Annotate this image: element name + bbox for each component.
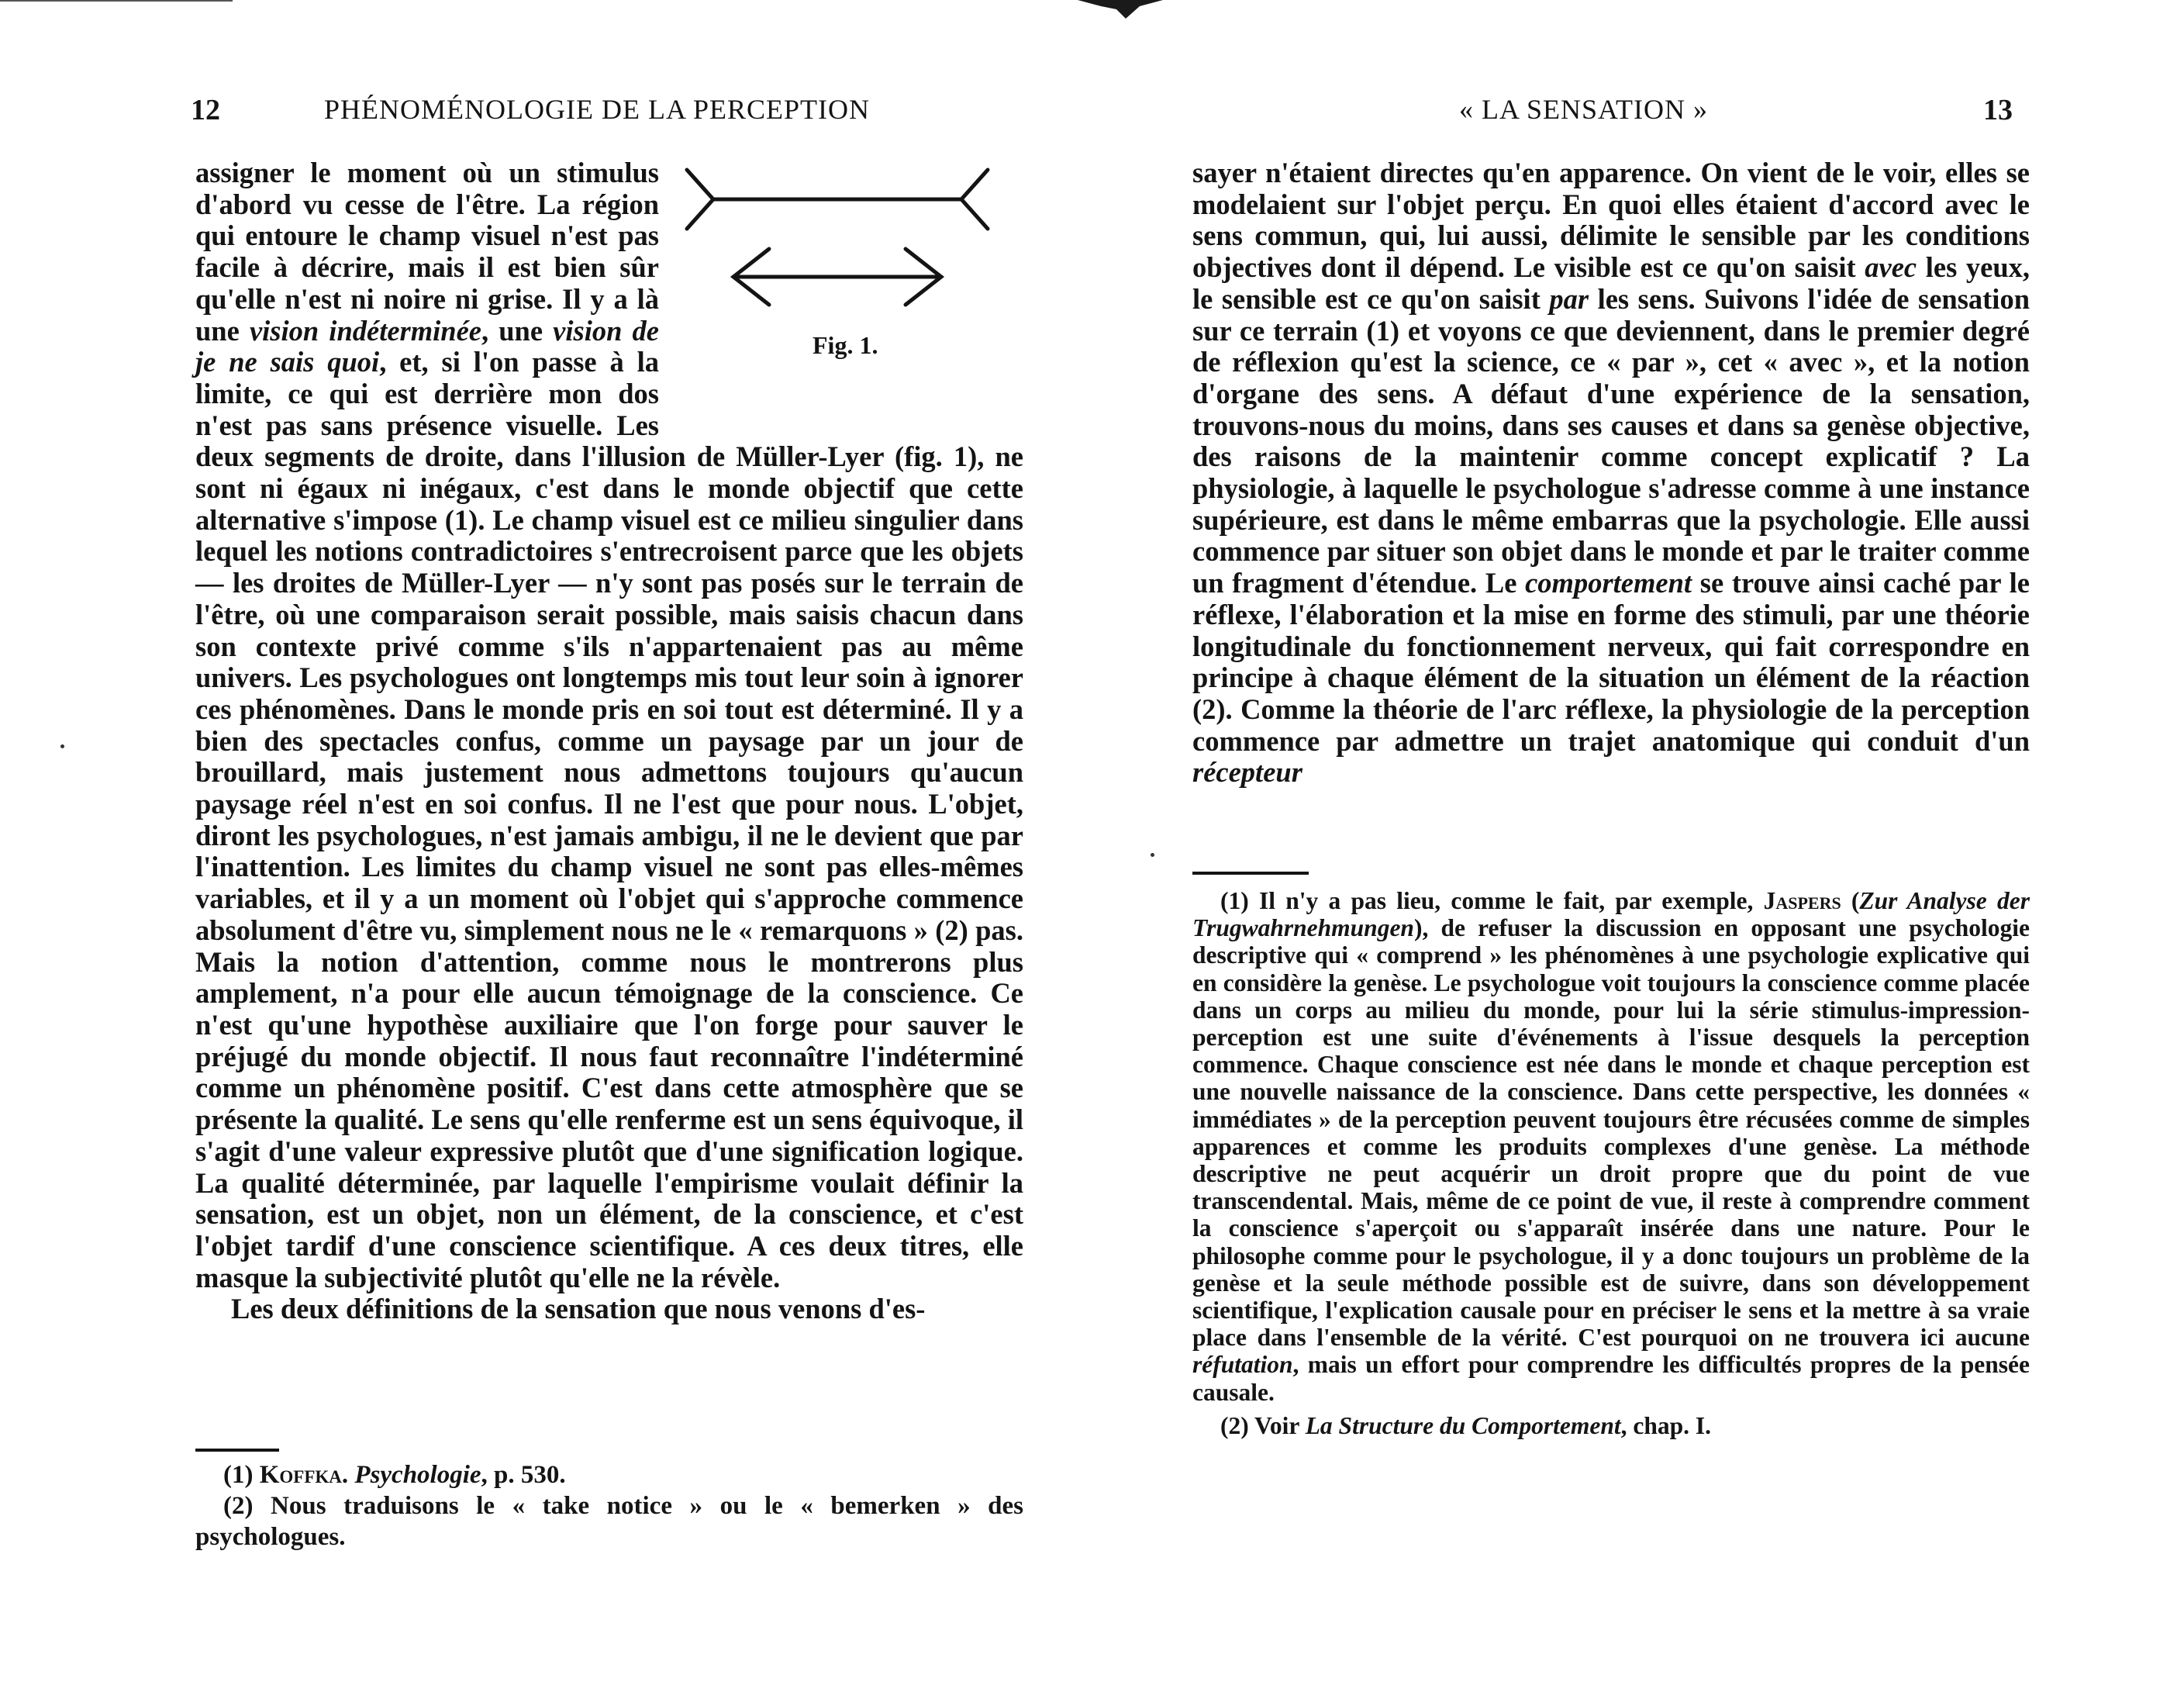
text-run-italic: par (1549, 282, 1589, 315)
footnote-rule (1192, 872, 1309, 875)
text-run: , chap. I. (1620, 1411, 1712, 1439)
footnote-number: (1) (223, 1461, 260, 1489)
text-run: sayer n'étaient directes qu'en apparence. On vient de le voir, elles se modelaient sur l'objet perçu. En quoi elles étaient d'accord avec le sens commun, qui, lui aussi, délimite le sensible par les conditions objectives dont il dépend. Le visible est ce qu'on saisit (1192, 157, 2030, 284)
text-run: (1) Il n'y a pas lieu, comme le fait, par exemple, (1220, 887, 1764, 914)
text-run-italic: récepteur (1192, 756, 1302, 789)
running-head: PHÉNOMÉNOLOGIE DE LA PERCEPTION (324, 94, 870, 125)
text-run: assigner le moment où un stimulus d'abord vu cesse de l'être. La région qui entoure le champ visuel n'est pas facile à décrire, mais il est bien sûr qu'elle n'est ni noire ni grise. Il y a là une (195, 157, 659, 347)
paragraph: Les deux définitions de la sensation que nous venons d'es- (231, 1293, 926, 1325)
page-number: 13 (1983, 94, 2013, 126)
footnotes (195, 1459, 1023, 1552)
text-run: se trouve ainsi caché par le réflexe, l'élaboration et la mise en forme des stimuli, par une théorie longitudinale du fonctionnement nerveux, qui fait correspondre en principe à chaque élément de la situation un élément de la réaction (2). Comme la théorie de l'arc réflexe, la physiologie de la perception commence par admettre un trajet anatomique qui conduit d'un (1192, 567, 2030, 757)
text-run-italic: comportement (1525, 567, 1692, 599)
paragraph (195, 157, 1023, 1293)
running-head: « LA SENSATION » (1459, 94, 1709, 125)
page-number: 12 (191, 94, 220, 126)
footnote (1192, 1412, 2030, 1439)
text-run-italic: vision de je ne sais quoi (195, 314, 659, 378)
text-run: (2) Voir (1220, 1411, 1306, 1439)
right-page (1092, 0, 2184, 1706)
body-text (1192, 157, 2030, 789)
text-run: , une (481, 314, 554, 347)
author-name: Koffka (259, 1461, 342, 1489)
footnote-rule (195, 1449, 279, 1452)
text-run: les sens. Suivons l'idée de sensation sur ce terrain (1) et voyons ce que deviennent, dans le premier degré de réflexion qu'est la science, ce « par », cet « avec », et la notion d'organe des sens. A défaut d'une expérience de la sensation, trouvons-nous du moins, dans ses causes et dans sa genèse objective, des raisons de la maintenir comme concept explicatif ? La physiologie, à laquelle le psychologue s'adresse comme à une instance supérieure, est dans le même embarras que la psychologie. Elle aussi commence par situer son objet dans le monde et par le traiter comme un fragment d'étendue. Le (1192, 282, 2030, 599)
text-run: les yeux, le sensible est ce qu'on saisit (1192, 251, 2030, 315)
book-title: La Structure du Comportement (1305, 1411, 1621, 1439)
footnotes (1192, 887, 2030, 1439)
author-name: Jaspers (1763, 887, 1841, 914)
body-text (195, 157, 1023, 1325)
footnote (1192, 887, 2030, 1406)
text-run-italic: réfutation (1192, 1351, 1293, 1379)
text-run: ( (1841, 887, 1860, 914)
text-run: ), de refuser la discussion en opposant une psychologie descriptive qui « comprend » les phénomènes à une psychologie explicative qui en considère la genèse. Le psychologue voit toujours la conscience comme placée dans un corps au milieu du monde, pour lui la série stimulus-impression-perception est une suite d'événements à l'issue desquels la perception commence. Chaque conscience est née dans le monde et chaque perception est une nouvelle naissance de la conscience. Dans cette perspective, les données « immédiates » de la perception peuvent toujours être récusées comme de simples apparences et comme les produits complexes d'une genèse. La méthode descriptive ne peut acquérir un droit propre que du point de vue transcendental. Mais, même de ce point de vue, il reste à comprendre comment la conscience s'aperçoit ou s'apparaît insérée dans une nature. Pour le philosophe comme pour le psychologue, il y a donc toujours un problème de la genèse et la seule méthode possible est de suivre, dans son développement scientifique, l'explication causale pour en préciser le sens et la mettre à sa vraie place dans l'ensemble de la vérité. C'est pourquoi on ne trouvera ici aucune (1192, 914, 2030, 1352)
text-run-italic: avec (1865, 251, 1917, 284)
mueller-lyer-illusion (682, 162, 1023, 325)
text-run: , p. 530. (481, 1461, 566, 1489)
text-run-italic: vision indéterminée (249, 314, 481, 347)
figure-caption: Fig. 1. (813, 331, 878, 359)
footnote: (2) Nous traduisons le « take notice » ou le « bemerken » des psychologues. (195, 1492, 1023, 1551)
figure-mueller-lyer (682, 162, 1023, 410)
paragraph (1192, 157, 2030, 789)
text-run: , et, si l'on passe à la limite, ce qui est derrière mon dos n'est pas sans présence visuelle. Les deux segments de droite, dans l'illusion de Müller-Lyer (fig. 1), ne sont ni égaux ni inégaux, c'est dans le monde objectif que cette alternative s'impose (1). Le champ visuel est ce milieu singulier dans lequel les notions contradictoires s'entrecroisent parce que les objets — les droites de Müller-Lyer — n'y sont pas posés sur le terrain de l'être, où une comparaison serait possible, mais saisis chacun dans son contexte privé comme s'ils n'appartenaient pas au même univers. Les psychologues ont longtemps mis tout leur soin à ignorer ces phénomènes. Dans le monde pris en soi tout est déterminé. Il y a bien des spectacles confus, comme un paysage par un jour de brouillard, mais justement nous admettons toujours qu'aucun paysage réel n'est en soi confus. Il ne l'est que pour nous. L'objet, diront les psychologues, n'est jamais ambigu, il ne le devient que par l'inattention. Les limites du champ visuel ne sont pas elles-mêmes variables, et il y a un moment où l'objet qui s'approche commence absolument d'être vu, simplement nous ne le « remarquons » (2) pas. Mais la notion d'attention, comme nous le montrerons plus amplement, n'a pour elle aucun témoignage de la conscience. Ce n'est qu'une hypothèse auxiliaire que l'on forge pour sauver le préjugé du monde objectif. Il nous faut reconnaître l'indéterminé comme un phénomène positif. C'est dans cette atmosphère que se présente la qualité. Le sens qu'elle renferme est un sens équivoque, il s'agit d'une valeur expressive plutôt que d'une signification logique. La qualité déterminée, par laquelle l'empirisme voulait définir la sensation, est un objet, non un élément, de la conscience, et c'est l'objet tardif d'une conscience scientifique. A ces deux titres, elle masque la subjectivité plutôt qu'elle ne la révèle. (195, 346, 1023, 1293)
book-title: Zur Analyse der Trugwahrnehmungen (1192, 887, 2030, 942)
book-title: Psychologie (354, 1461, 481, 1489)
text-run: . (341, 1461, 355, 1489)
text-run: , mais un effort pour comprendre les difficultés propres de la pensée causale. (1192, 1351, 2030, 1406)
footnote (195, 1459, 1023, 1490)
